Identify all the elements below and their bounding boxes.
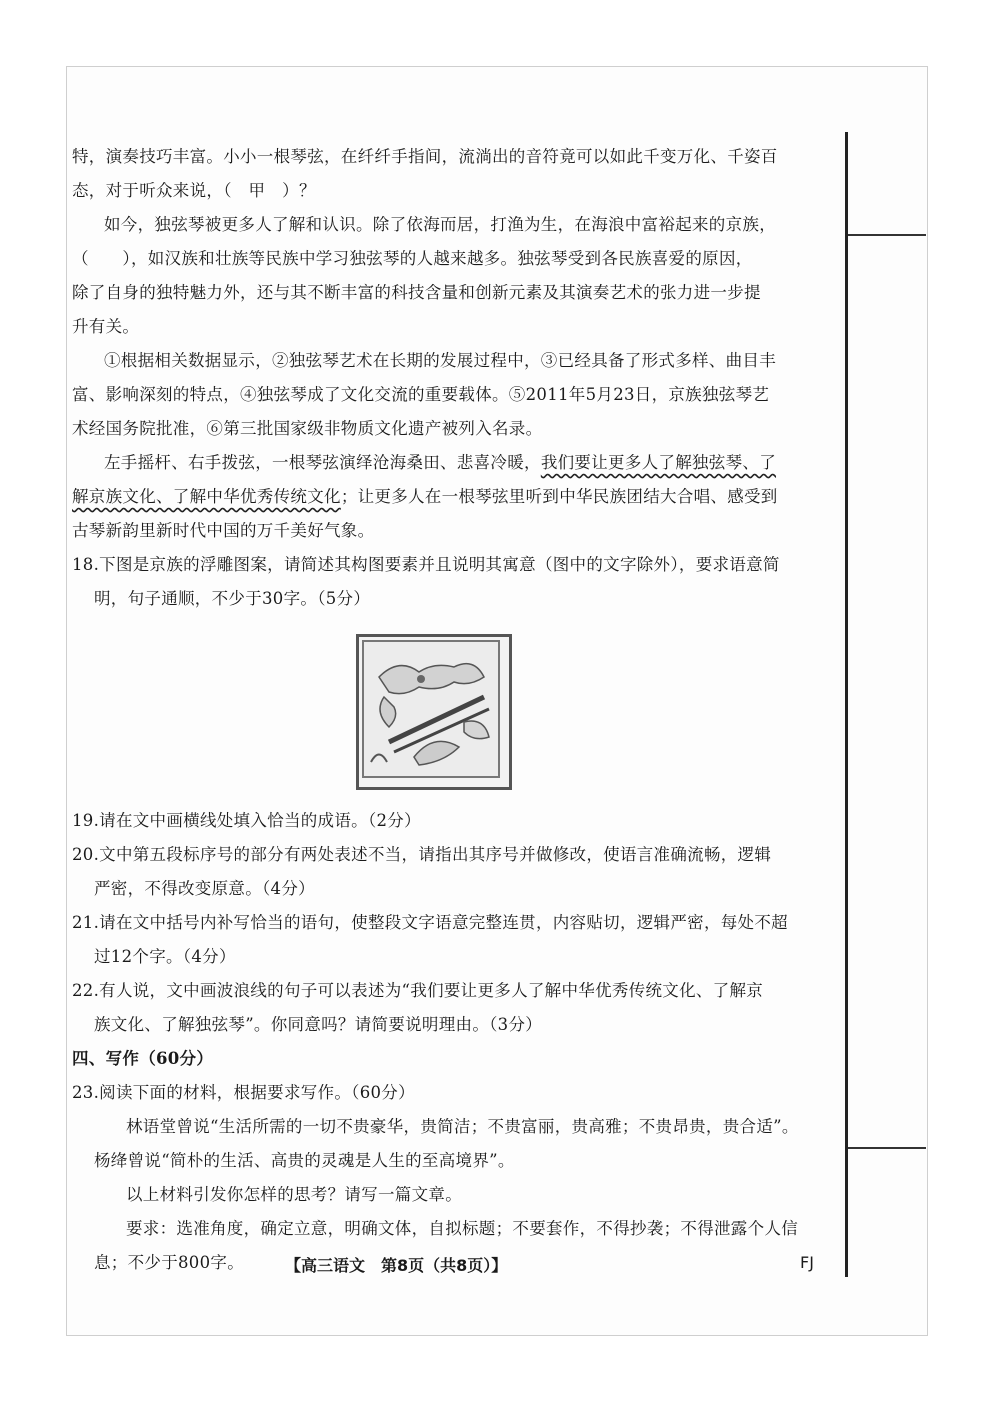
writing-prompt: 以上材料引发你怎样的思考？请写一篇文章。 [126, 1185, 462, 1204]
passage-p4-line2 [72, 480, 792, 514]
material-line2: 杨绛曾说“简朴的生活、高贵的灵魂是人生的至高境界”。 [94, 1151, 515, 1170]
binding-line [845, 132, 848, 1277]
question-21-line2: 过12个字。（4分） [94, 947, 236, 966]
passage-p2-line3: 除了自身的独特魅力外，还与其不断丰富的科技含量和创新元素及其演奏艺术的张力进一步提 [72, 283, 761, 302]
passage-p1-line1: 特，演奏技巧丰富。小小一根琴弦，在纤纤手指间，流淌出的音符竟可以如此千变万化、千姿百 [72, 147, 778, 166]
requirements-line1: 要求：选准角度，确定立意，明确文体，自拟标题；不要套作，不得抄袭；不得泄露个人信 [126, 1219, 798, 1238]
question-21-line1: 21.请在文中括号内补写恰当的语句，使整段文字语意完整连贯，内容贴切，逻辑严密，每处不超 [72, 913, 788, 932]
relief-pattern-image [356, 634, 512, 790]
material-line1: 林语堂曾说“生活所需的一切不贵豪华，贵简洁；不贵富丽，贵高雅；不贵昂贵，贵合适”。 [126, 1117, 799, 1136]
question-20-line2: 严密，不得改变原意。（4分） [94, 879, 315, 898]
passage-p3-line2: 富、影响深刻的特点，④独弦琴成了文化交流的重要载体。⑤2011年5月23日，京族独弦琴艺 [72, 385, 770, 404]
passage-p4-plain-b: ；让更多人在一根琴弦里听到中华民族团结大合唱、感受到 [340, 487, 778, 506]
requirements-line2: 息；不少于800字。 [94, 1253, 244, 1272]
passage-p1-line2: 态，对于听众来说，（ 甲 ）？ [72, 181, 316, 200]
question-18-line1: 18.下图是京族的浮雕图案，请简述其构图要素并且说明其寓意（图中的文字除外），要求语意简 [72, 555, 780, 574]
wavy-sentence-part1: 我们要让更多人了解独弦琴、了 [540, 453, 777, 472]
passage-p4-line3: 古琴新韵里新时代中国的万千美好气象。 [72, 521, 375, 540]
binding-tick-top [848, 234, 926, 236]
page-content [72, 140, 799, 1280]
passage-p2-line1: 如今，独弦琴被更多人了解和认识。除了依海而居，打渔为生，在海浪中富裕起来的京族， [104, 215, 776, 234]
passage-p3-line1: ①根据相关数据显示，②独弦琴艺术在长期的发展过程中，③已经具备了形式多样、曲目丰 [104, 351, 776, 370]
passage-p4-plain-a: 左手摇杆、右手拨弦，一根琴弦演绎沧海桑田、悲喜冷暖， [104, 453, 541, 472]
passage-p3-line3: 术经国务院批准，⑥第三批国家级非物质文化遗产被列入名录。 [72, 419, 543, 438]
question-20-line1: 20.文中第五段标序号的部分有两处表述不当，请指出其序号并做修改，使语言准确流畅，逻辑 [72, 845, 772, 864]
passage-p2-line4: 升有关。 [72, 317, 140, 336]
page-footer-code: FJ [800, 1253, 814, 1272]
binding-tick-bottom [848, 1147, 926, 1149]
passage-p2-line2: （ ），如汉族和壮族等民族中学习独弦琴的人越来越多。独弦琴受到各民族喜爱的原因， [72, 249, 753, 268]
passage-p4-line1 [72, 446, 792, 480]
question-23: 23.阅读下面的材料，根据要求写作。（60分） [72, 1083, 415, 1102]
wavy-sentence-part2: 解京族文化、了解中华优秀传统文化 [72, 487, 341, 506]
question-18-line2: 明，句子通顺，不少于30字。（5分） [94, 589, 371, 608]
question-22-line2: 族文化、了解独弦琴”。你同意吗？请简要说明理由。（3分） [94, 1015, 543, 1034]
page-footer-title: 【高三语文 第8页（共8页）】 [285, 1256, 508, 1275]
writing-section-title: 四、写作（60分） [72, 1049, 214, 1068]
question-19: 19.请在文中画横线处填入恰当的成语。（2分） [72, 811, 421, 830]
relief-pattern-drawing [359, 637, 503, 781]
question-22-line1: 22.有人说，文中画波浪线的句子可以表述为“我们要让更多人了解中华优秀传统文化、了解京 [72, 981, 764, 1000]
